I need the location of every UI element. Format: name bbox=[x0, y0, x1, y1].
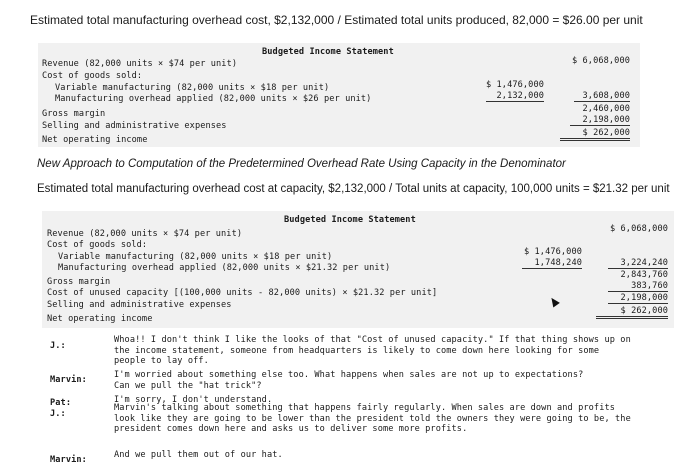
gross-margin-value: 2,843,760 bbox=[620, 270, 668, 280]
revenue-value: $ 6,068,000 bbox=[609, 224, 668, 234]
cogs-label: Cost of goods sold: bbox=[47, 240, 148, 250]
net-operating-income-label: Net operating income bbox=[42, 135, 148, 145]
variable-mfg-label: Variable manufacturing (82,000 units × $18 per unit) bbox=[55, 83, 330, 93]
dialogue-line: And we pull them out of our hat. bbox=[114, 450, 283, 460]
revenue-label: Revenue (82,000 units × $74 per unit) bbox=[42, 59, 238, 69]
overhead-rate-formula-2: Estimated total manufacturing overhead cost at capacity, $2,132,000 / Total units at capacity, 100,000 units = $21.32 per unit bbox=[37, 183, 670, 195]
dialogue-line: I'm worried about something else too. What happens when sales are not up to expectations? Can we pull the "hat trick"? bbox=[114, 370, 584, 391]
selling-admin-label: Selling and administrative expenses bbox=[42, 121, 227, 131]
net-operating-income-value: $ 262,000 bbox=[596, 306, 668, 319]
variable-mfg-value: $ 1,476,000 bbox=[523, 247, 582, 257]
variable-mfg-label: Variable manufacturing (82,000 units × $18 per unit) bbox=[58, 252, 333, 262]
dialogue-line: Whoa!! I don't think I like the looks of that "Cost of unused capacity." If that thing shows up on the income statement, someone from headquarters is likely to come down here looking for some people to lay off. bbox=[114, 335, 631, 367]
cogs-label: Cost of goods sold: bbox=[42, 71, 143, 81]
dialogue-line: I'm sorry, I don't understand. bbox=[114, 395, 273, 405]
cogs-total-value: 3,608,000 bbox=[574, 91, 630, 102]
dialogue-speaker: J.: bbox=[50, 409, 66, 419]
dialogue-speaker: Marvin: bbox=[50, 455, 87, 465]
overhead-applied-label: Manufacturing overhead applied (82,000 units × $21.32 per unit) bbox=[58, 263, 391, 273]
selling-admin-value: 2,198,000 bbox=[570, 115, 630, 126]
revenue-value: $ 6,068,000 bbox=[571, 56, 630, 66]
net-operating-income-value: $ 262,000 bbox=[560, 128, 630, 141]
statement-title: Budgeted Income Statement bbox=[262, 47, 394, 57]
gross-margin-label: Gross margin bbox=[42, 109, 106, 119]
unused-capacity-label: Cost of unused capacity [(100,000 units - 82,000 units) × $21.32 per unit] bbox=[47, 288, 438, 298]
net-operating-income-label: Net operating income bbox=[47, 314, 153, 324]
cogs-total-value: 3,224,240 bbox=[608, 258, 668, 269]
selling-admin-label: Selling and administrative expenses bbox=[47, 300, 232, 310]
unused-capacity-value: 383,760 bbox=[608, 281, 668, 292]
variable-mfg-value: $ 1,476,000 bbox=[485, 80, 544, 90]
overhead-applied-value: 1,748,240 bbox=[522, 258, 582, 269]
dialogue-line: Marvin's talking about something that happens fairly regularly. When sales are down and profits look like they are going to be lower than the president told the owners they were going to be, the president comes down here and asks us to deliver some more profits. bbox=[114, 403, 631, 435]
overhead-applied-value: 2,132,000 bbox=[486, 91, 544, 102]
selling-admin-value: 2,198,000 bbox=[608, 293, 668, 304]
gross-margin-label: Gross margin bbox=[47, 277, 111, 287]
overhead-rate-formula-1: Estimated total manufacturing overhead cost, $2,132,000 / Estimated total units produced, 82,000 = $26.00 per unit bbox=[30, 13, 643, 27]
dialogue-speaker: J.: bbox=[50, 341, 66, 351]
section-subheading: New Approach to Computation of the Predetermined Overhead Rate Using Capacity in the Denominator bbox=[37, 158, 566, 170]
statement-title: Budgeted Income Statement bbox=[284, 215, 416, 225]
dialogue-speaker: Pat: bbox=[50, 398, 72, 408]
overhead-applied-label: Manufacturing overhead applied (82,000 units × $26 per unit) bbox=[55, 94, 372, 104]
gross-margin-value: 2,460,000 bbox=[582, 104, 630, 114]
revenue-label: Revenue (82,000 units × $74 per unit) bbox=[47, 229, 243, 239]
dialogue-speaker: Marvin: bbox=[50, 375, 87, 385]
